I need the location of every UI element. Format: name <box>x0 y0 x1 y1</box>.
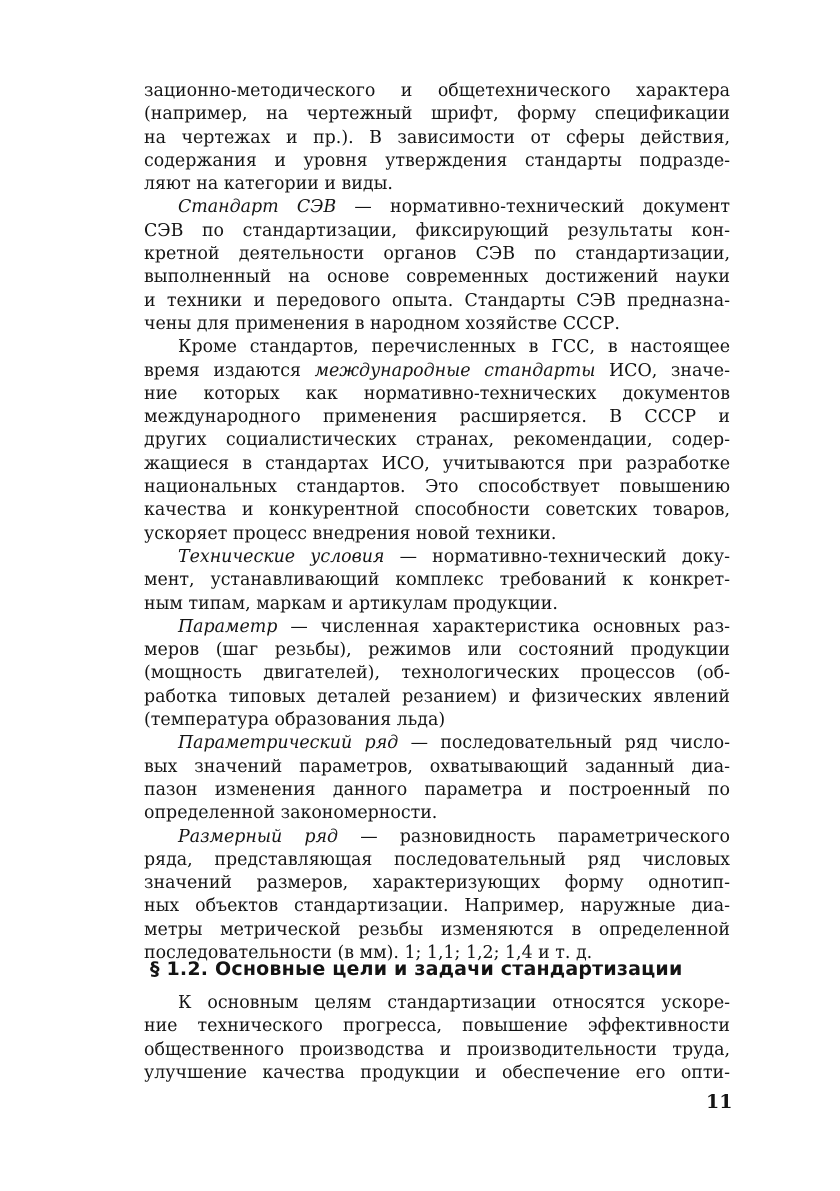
line-text: общественного производства и производительности труда, <box>144 1039 730 1060</box>
line-text: качества и конкурентной способности советских товаров, <box>144 500 730 521</box>
line-text: жащиеся в стандартах ИСО, учитываются при разработке <box>144 453 730 474</box>
line-text: чены для применения в народном хозяйстве СССР. <box>144 313 620 334</box>
line-text: на чертежах и пр.). В зависимости от сферы действия, <box>144 127 730 148</box>
text-line <box>144 499 730 522</box>
line-text: вых значений параметров, охватывающий заданный диа- <box>144 756 730 777</box>
text-line <box>144 849 730 872</box>
text-line <box>144 1015 730 1038</box>
line-text: — нормативно-технический доку- <box>384 546 730 567</box>
text-line <box>144 779 730 802</box>
text-line <box>144 150 730 173</box>
text-line <box>144 360 730 383</box>
defined-term: Технические условия <box>178 546 385 567</box>
defined-term: Размерный ряд <box>178 826 339 847</box>
text-line <box>144 569 730 592</box>
line-text: улучшение качества продукции и обеспечение его опти- <box>144 1062 730 1083</box>
text-line <box>144 313 730 336</box>
text-line <box>144 523 730 546</box>
page-number: 11 <box>706 1091 733 1113</box>
line-text: (например, на чертежный шрифт, форму спецификации <box>144 104 730 125</box>
line-text: кретной деятельности органов СЭВ по стандартизации, <box>144 244 730 265</box>
text-line <box>144 290 730 313</box>
text-line <box>144 127 730 150</box>
line-text: ускоряет процесс внедрения новой техники. <box>144 523 557 544</box>
text-line <box>144 872 730 895</box>
line-text: К основным целям стандартизации относятся ускоре- <box>178 993 730 1013</box>
text-line <box>144 546 730 569</box>
body-text-top <box>144 80 730 965</box>
text-line <box>144 1039 730 1062</box>
line-text: ных объектов стандартизации. Например, наружные диа- <box>144 896 730 917</box>
line-text: ряда, представляющая последовательный ряд числовых <box>144 849 730 870</box>
text-line <box>144 616 730 639</box>
paragraph <box>144 826 730 966</box>
paragraph <box>144 732 730 825</box>
text-line <box>144 476 730 499</box>
text-line <box>144 220 730 243</box>
text-line <box>144 709 730 732</box>
line-text: зационно-методического и общетехнического характера <box>144 81 730 101</box>
paragraph <box>144 80 730 196</box>
defined-term: международные стандарты <box>314 360 596 381</box>
line-text: ляют на категории и виды. <box>144 174 393 195</box>
paragraph <box>144 992 730 1085</box>
line-text: — нормативно-технический документ <box>336 197 730 218</box>
line-text: ние технического прогресса, повышение эффективности <box>144 1016 730 1037</box>
paragraph <box>144 546 730 616</box>
line-text: значений размеров, характеризующих форму однотип- <box>144 873 730 894</box>
line-text: метры метрической резьбы изменяются в определенной <box>144 919 730 940</box>
text-line <box>144 802 730 825</box>
paragraph <box>144 616 730 732</box>
line-text: последовательности (в мм). 1; 1,1; 1,2; 1,4 и т. д. <box>144 942 593 963</box>
line-text: определенной закономерности. <box>144 803 438 824</box>
text-line <box>144 80 730 103</box>
line-text: работка типовых деталей резанием) и физических явлений <box>144 686 730 707</box>
line-text: время издаются <box>144 360 315 381</box>
text-line <box>144 383 730 406</box>
text-line <box>144 196 730 219</box>
text-line <box>144 266 730 289</box>
text-line <box>144 826 730 849</box>
defined-term: Стандарт СЭВ <box>178 197 337 218</box>
line-text: — численная характеристика основных раз- <box>277 616 730 637</box>
text-line <box>144 429 730 452</box>
line-text: международного применения расширяется. В СССР и <box>144 407 730 428</box>
line-text: — разновидность параметрического <box>338 826 730 847</box>
line-text: ным типам, маркам и артикулам продукции. <box>144 593 558 614</box>
text-line <box>144 686 730 709</box>
line-text: пазон изменения данного параметра и построенный по <box>144 779 730 800</box>
text-line <box>144 919 730 942</box>
line-text: (мощность двигателей), технологических процессов (об- <box>144 663 730 684</box>
paragraph <box>144 336 730 546</box>
defined-term: Параметрический ряд <box>178 733 399 754</box>
line-text: (температура образования льда) <box>144 710 446 731</box>
text-line <box>144 336 730 359</box>
line-text: СЭВ по стандартизации, фиксирующий результаты кон- <box>144 220 730 241</box>
line-text: ние которых как нормативно-технических документов <box>144 383 730 404</box>
line-text: Кроме стандартов, перечисленных в ГСС, в настоящее <box>178 337 730 358</box>
text-line <box>144 453 730 476</box>
text-line <box>144 992 730 1015</box>
text-line <box>144 593 730 616</box>
line-text: содержания и уровня утверждения стандарты подразде- <box>144 150 730 171</box>
line-text: меров (шаг резьбы), режимов или состояний продукции <box>144 640 730 661</box>
text-line <box>144 732 730 755</box>
line-text: других социалистических странах, рекомендации, содер- <box>144 430 730 451</box>
text-line <box>144 1062 730 1085</box>
line-text: ИСО, значе- <box>595 360 730 381</box>
line-text: национальных стандартов. Это способствует повышению <box>144 477 730 498</box>
defined-term: Параметр <box>178 616 278 637</box>
text-line <box>144 243 730 266</box>
text-line <box>144 895 730 918</box>
text-line <box>144 173 730 196</box>
line-text: мент, устанавливающий комплекс требований к конкрет- <box>144 570 730 591</box>
paragraph <box>144 196 730 336</box>
text-line <box>144 756 730 779</box>
text-line <box>144 103 730 126</box>
body-text-bottom <box>144 992 730 1085</box>
line-text: — последовательный ряд число- <box>398 733 730 754</box>
section-heading: § 1.2. Основные цели и задачи стандартизации <box>150 958 683 980</box>
text-line <box>144 662 730 685</box>
text-line <box>144 639 730 662</box>
line-text: и техники и передового опыта. Стандарты СЭВ предназна- <box>144 290 730 311</box>
text-line <box>144 406 730 429</box>
line-text: выполненный на основе современных достижений науки <box>144 267 730 288</box>
